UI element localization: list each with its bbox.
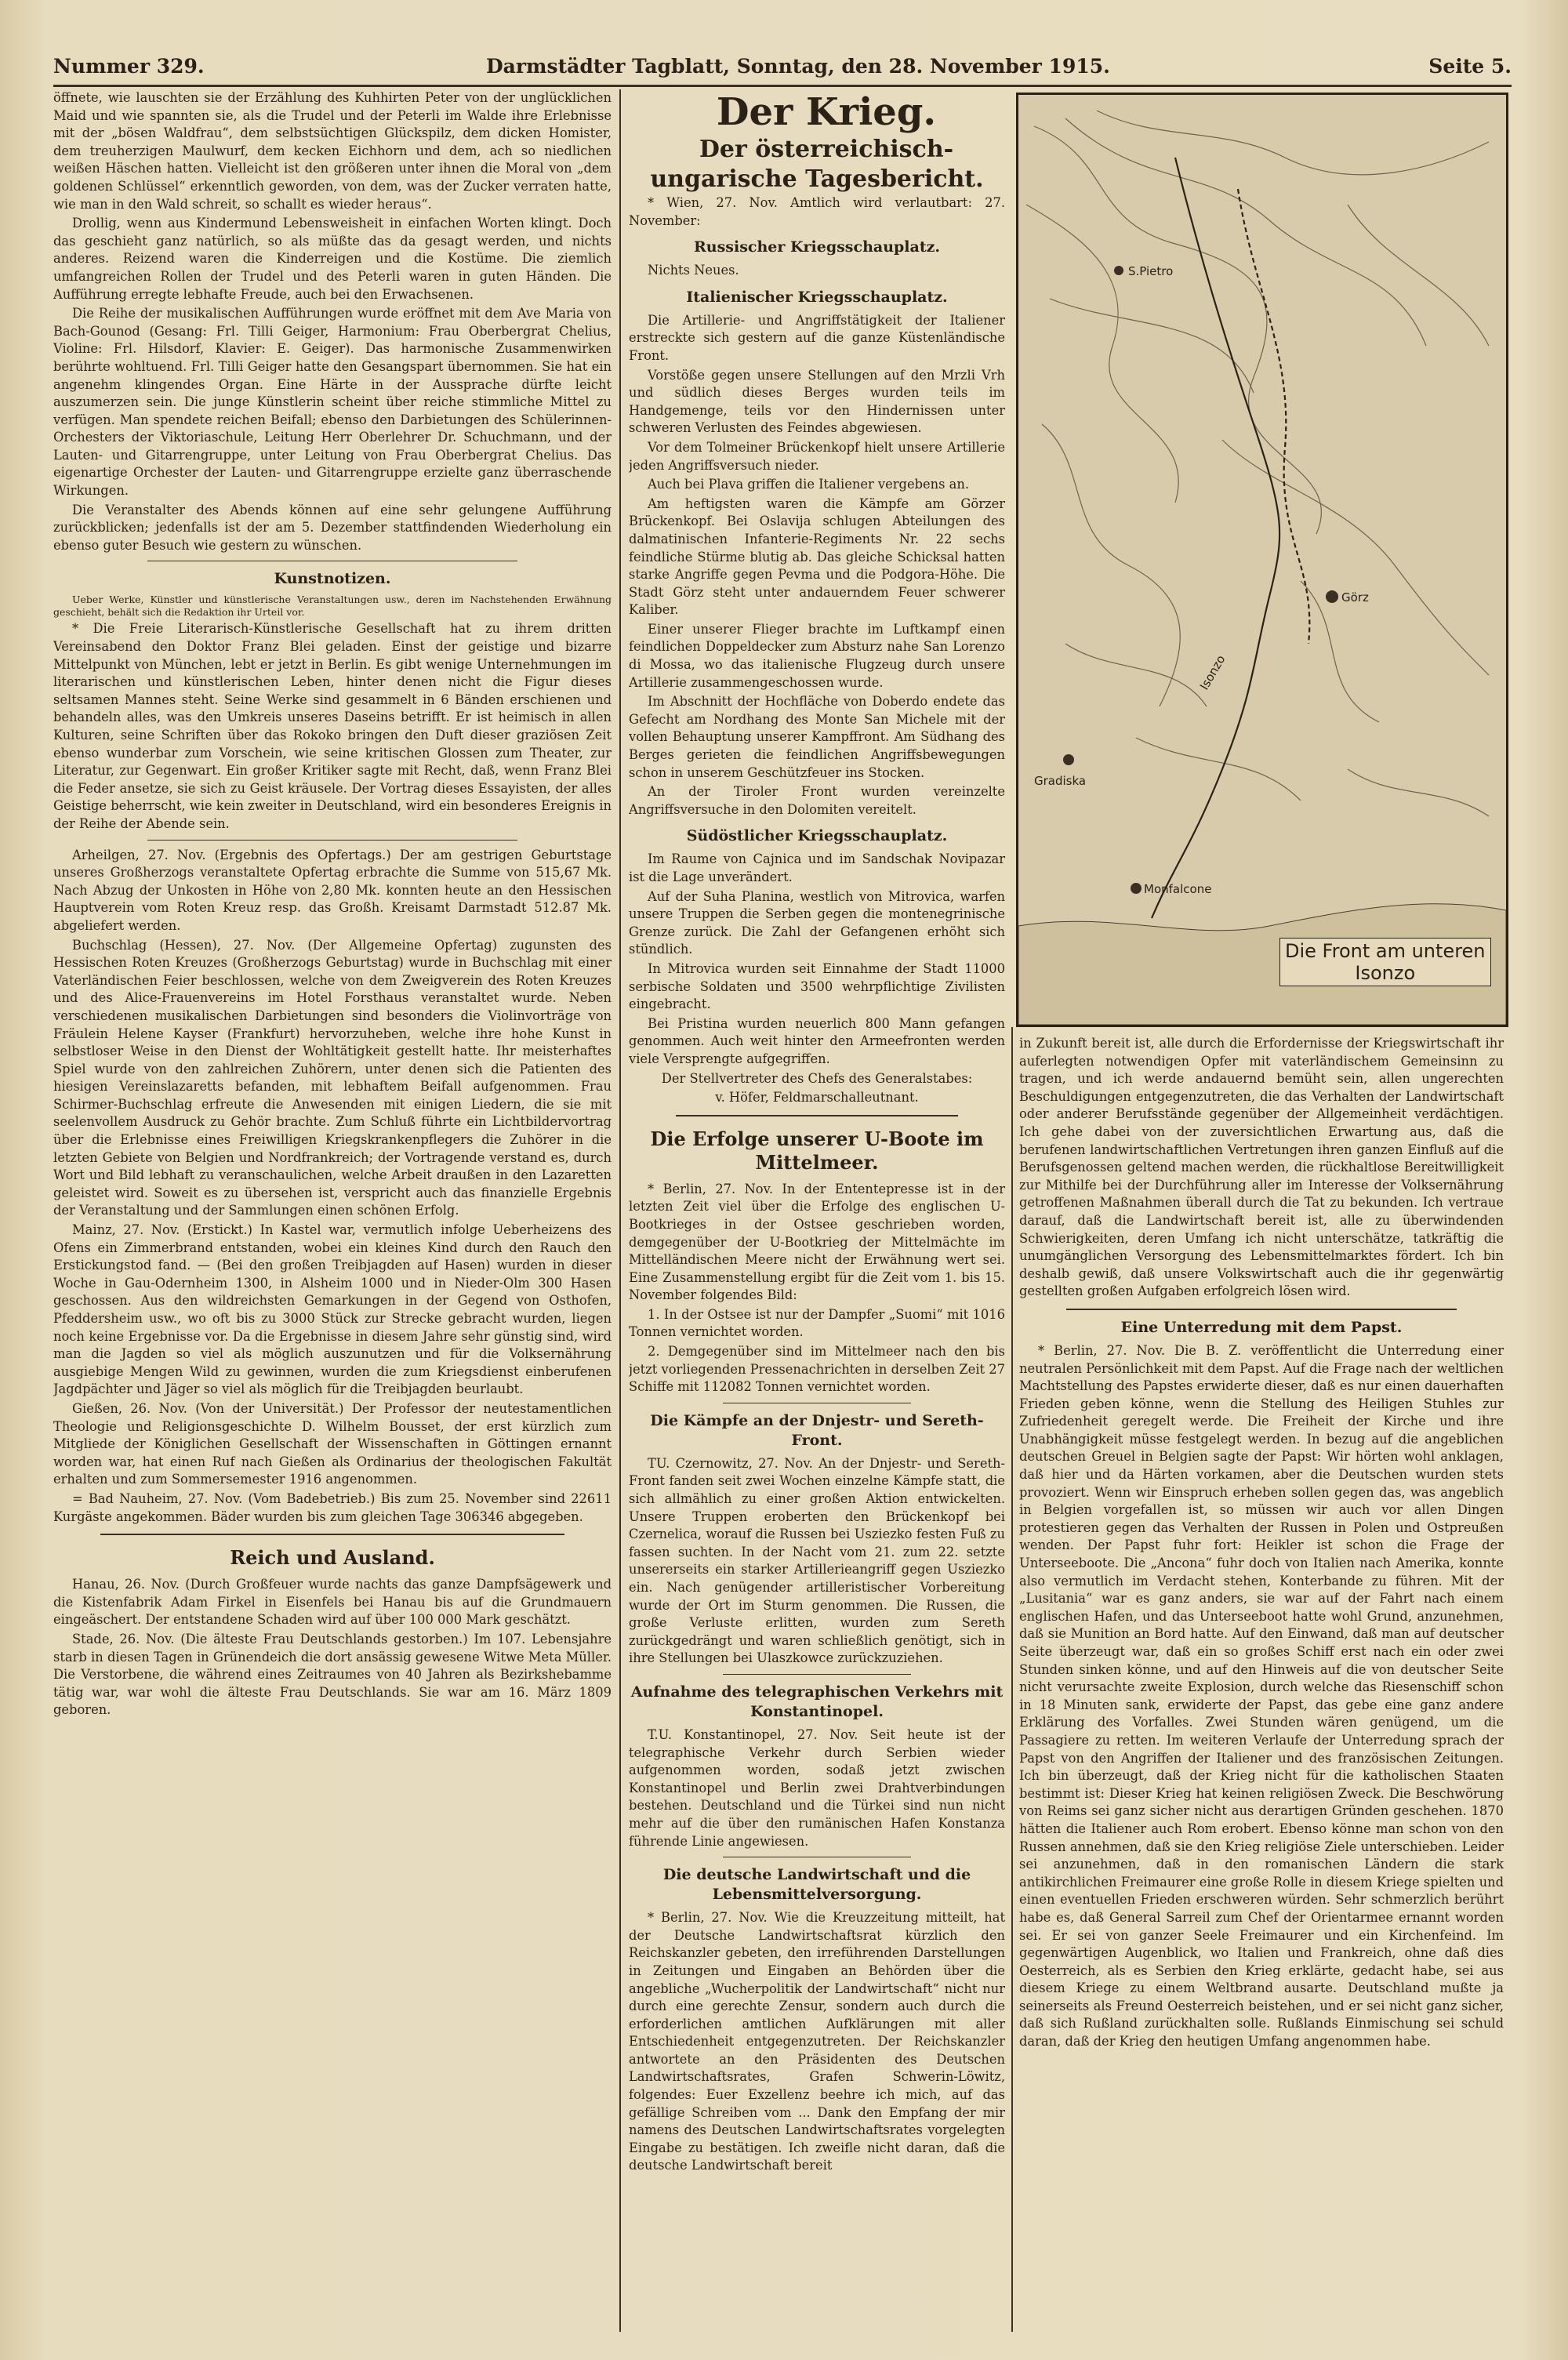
paragraph: Bei Pristina wurden neuerlich 800 Mann gefangen genommen. Auch weit hinter den Armeefronten werden viele Versprengte aufgegriffen. [629, 1015, 1005, 1066]
paragraph: Drollig, wenn aus Kindermund Lebensweisheit in einfachen Worten klingt. Doch das geschieht ganz natürlich, so als müßte das da gesagt werden, und nichts anderes. Reizend waren die Kinderreigen und die Kostüme. Die ziemlich umfangreichen Rollen der Trudel und des Peterli waren in guten Händen. Die Aufführung erregte lebhafte Freude, auch bei den Erwachsenen. [53, 216, 612, 302]
section-heading-uboote: Die Erfolge unserer U-Boote im Mittelmeer. [650, 1127, 984, 1174]
masthead-rule [53, 85, 1512, 87]
map-label: Gradiska [1034, 774, 1087, 788]
column-divider-1 [619, 89, 621, 2332]
map-label: Monfalcone [1144, 882, 1212, 896]
map-caption [1279, 938, 1491, 986]
paragraph: Im Abschnitt der Hochfläche von Doberdo endete das Gefecht am Nordhang des Monte San Michele mit der vollen Behauptung unserer Kampffront. Am Südhang des Berges gerieten die feindlichen Angriffsbewegungen schon in unserem Geschützfeuer ins Stocken. [629, 694, 1005, 780]
divider [676, 1115, 958, 1116]
divider [147, 840, 517, 841]
paragraph: Vorstöße gegen unsere Stellungen auf den Mrzli Vrh und südlich dieses Berges wurden teils im Handgemenge, teils vor den Hindernissen unter schweren Verlusten des Feindes abgewiesen. [629, 367, 1005, 436]
section-heading-telegraph: Aufnahme des telegraphischen Verkehrs mit Konstantinopel. [630, 1683, 1004, 1720]
paragraph: T.U. Konstantinopel, 27. Nov. Seit heute ist der telegraphische Verkehr durch Serbien wieder aufgenommen worden, sodaß jetzt zwischen Konstantinopel und Berlin zwei Drahtverbindungen bestehen. Deutschland und die Türkei sind nun nicht mehr auf die über den rumänischen Hafen Konstanza führende Linie angewiesen. [629, 1726, 1005, 1849]
paragraph: * Wien, 27. Nov. Amtlich wird verlautbart: 27. November: [629, 195, 1005, 228]
paragraph: Arheilgen, 27. Nov. (Ergebnis des Opfertags.) Der am gestrigen Geburtstage unseres Großherzogs veranstaltete Opfertag erbrachte die Summe von 515,67 Mk. Nach Abzug der Unkosten in Höhe von 2,80 Mk. konnten heute an den Hessischen Hauptverein vom Roten Kreuz resp. das Großh. Kreisamt Darmstadt 512.87 Mk. abgeliefert werden. [53, 847, 612, 933]
paragraph: Die Veranstalter des Abends können auf eine sehr gelungene Aufführung zurückblicken; jedenfalls ist der am 5. Dezember stattfindenden Wiederholung ein ebenso guter Besuch wie gestern zu wünschen. [53, 502, 612, 553]
section-heading-reich: Reich und Ausland. [230, 1546, 435, 1570]
paragraph: * Berlin, 27. Nov. Wie die Kreuzzeitung mitteilt, hat der Deutsche Landwirtschaftsrat kürzlich den Reichskanzler gebeten, den irreführenden Darstellungen in Zeitungen und Eingaben an Behörden über die angebliche „Wucherpolitik der Landwirtschaft“ nicht nur durch eine gerechte Zensur, sondern auch durch die erforderlichen amtlichen Aufklärungen mit aller Entschiedenheit entgegenzutreten. Der Reichskanzler antwortete an den Präsidenten des Deutschen Landwirtschaftsrates, Grafen Schwerin-Löwitz, folgendes: Euer Exzellenz beehre ich mich, auf das gefällige Schreiben vom ... Dank den Empfang der mir namens des Deutschen Landwirtschaftsrates vorgelegten Eingabe zu bestätigen. Ich zweifle nicht daran, daß die deutsche Landwirtschaft bereit [629, 1910, 1005, 2173]
section-heading-dnjestr: Die Kämpfe an der Dnjestr- und Sereth-Front. [650, 1411, 984, 1449]
paragraph: öffnete, wie lauschten sie der Erzählung des Kuhhirten Peter von der unglücklichen Maid und wie spannten sie, als die Trudel und der Peterli im Walde ihre Erlebnisse mit der „bösen Waldfrau“, dem selbstsüchtigen Glückspilz, dem dicken Homister, dem treuherzigen Maulwurf, dem kecken Eichhorn und dem, ach so niedlichen weißen Häschen hatten. Vielleicht ist den größeren unter ihnen die Moral von „dem goldenen Schlüssel“ erkenntlich geworden, von dem, was der Zucker verraten hatte, wie man in den Wald schreit, so schallt es wieder heraus“. [53, 90, 612, 212]
paragraph: * Die Freie Literarisch-Künstlerische Gesellschaft hat zu ihrem dritten Vereinsabend den Doktor Franz Blei geladen. Einst der geistige und bizarre Mittelpunkt von München, lebt er jetzt in Berlin. Es gibt wenige Unternehmungen im literarischen und künstlerischen Leben, hinter denen nicht die Figur dieses seltsamen Mannes steht. Seine Werke sind gesammelt in 6 Bänden erschienen und behandeln alles, was den Umkreis unseres Daseins betrifft. Er ist heimisch in allen Kulturen, seine Schriften über das Rokoko bringen den Duft dieser graziösen Zeit ebenso wunderbar zum Vorschein, wie seine kritischen Glossen zum Theater, zur Literatur, zur Gegenwart. Ein großer Kritiker sagte mit Recht, daß, wenn Franz Blei die Feder ansetze, sie sich zu Geist kräusele. Der Vortrag dieses Essayisten, der alles Geistige beherrscht, wie kein zweiter in Deutschland, wird ein besonderes Ereignis in der Reihe der Abende sein. [53, 621, 612, 831]
signature-line-2: v. Höfer, Feldmarschalleutnant. [715, 1090, 919, 1106]
section-heading-papst: Eine Unterredung mit dem Papst. [1120, 1318, 1403, 1336]
section-heading-kunstnotizen: Kunstnotizen. [274, 570, 391, 588]
signature-line-1: Der Stellvertreter des Chefs des Generalstabes: [661, 1070, 973, 1086]
paragraph: Einer unserer Flieger brachte im Luftkampf einen feindlichen Doppeldecker zum Absturz nahe San Lorenzo di Mossa, wo das italienische Flugzeug durch unsere Artillerie zusammengeschossen wurde. [629, 621, 1005, 690]
divider [1066, 1309, 1457, 1310]
paragraph: Hanau, 26. Nov. (Durch Großfeuer wurde nachts das ganze Dampfsägewerk und die Kistenfabrik Adam Firkel in Eisenfels bei Hanau bis auf die Grundmauern eingeäschert. Der entstandene Schaden wird auf über 100 000 Mark geschätzt. [53, 1577, 612, 1628]
paragraph: Im Raume von Cajnica und im Sandschak Novipazar ist die Lage unverändert. [629, 851, 1005, 884]
paragraph: An der Tiroler Front wurden vereinzelte Angriffsversuche in den Dolomiten vereitelt. [629, 784, 1005, 817]
map-graphic [1018, 95, 1506, 1025]
section-heading-russian: Russischer Kriegsschauplatz. [693, 238, 941, 256]
paragraph: * Berlin, 27. Nov. Die B. Z. veröffentlicht die Unterredung einer neutralen Persönlichkeit mit dem Papst. Auf die Frage nach der weltlichen Machtstellung des Papstes erwiderte dieser, daß es nur einen dauerhaften Frieden geben könne, wenn die Stellung des Heiligen Stuhles zur Zufriedenheit geregelt werde. Die Freiheit der Kirche und ihre Unabhängigkeit müsse festgelegt werden. In bezug auf die angeblichen deutschen Greuel in Belgien sagte der Papst: Wir hörten wohl anklagen, daß hier und da Härten vorkamen, aber die Deutschen wurden stets provoziert. Wenn wir Einspruch erheben sollen gegen das, was angeblich in Belgien vorgefallen ist, so müssen wir auch vor allen Dingen protestieren gegen das Verhalten der Russen in Polen und Ostpreußen wenden. Der Papst fuhr fort: Heikler ist schon die Frage der Unterseeboote. Die „Ancona“ fuhr doch von Italien nach Amerika, konnte also vermutlich im Verdacht stehen, Konterbande zu führen. Mit der „Lusitania“ war es ganz anders, sie war auf der Fahrt nach einem englischen Hafen, und das Unterseeboot hatte wohl Grund, anzunehmen, daß sie Munition an Bord hatte. Auf den Einwand, daß man auf deutscher Seite überzeugt war, daß ein so großes Schiff erst nach ein oder zwei Stunden sinken könne, und auf den Hinweis auf die von deutscher Seite nicht verursachte zweite Explosion, durch welche das Riesenschiff schon in 18 Minuten sank, erwiderte der Papst, das gebe eine ganz andere Erklärung des Vorfalles. Zwei Stunden wären genügend, um die Passagiere zu retten. Im weiteren Verlaufe der Unterredung sprach der Papst von den Angriffen der Italiener und des französischen Zeitungen. Ich bin überzeugt, daß der Krieg nicht für die katholischen Staaten bestimmt ist: Dieser Krieg hat keinen religiösen Zweck. Die Beschwörung von Reims sei ganz sicher nicht aus derartigen Gründen geschehen. 1870 hätten die Italiener auch Rom erobert. Ebenso könne man schon von den Russen annehmen, daß sie den Krieg religiöse Ziele unterschieben. Leider sei anzunehmen, daß in den romanischen Ländern die stark antikirchlichen Freimaurer eine große Rolle in diesem Kriege spielten und einen eventuellen Frieden erschweren würden. Sehr schmerzlich berührt habe es, daß General Sarreil zum Chef der Orientarmee ernannt worden sei. Er sei von ganzer Seele Freimaurer und ein Kirchenfeind. Im gegenwärtigen Augenblick, wo Italien und Frankreich, ohne daß dies Oesterreich, als es Serbien den Krieg erklärte, gedacht habe, sei aus diesem Kriege zu einem Weltbrand ausarte. Deutschland mußte ja seinerseits als Freund Oesterreich beistehen, und er sei nicht ganz sicher, daß sich Rußland zurückhalten solle. Rußlands Einmischung sei schuld daran, daß der Krieg den heutigen Umfang angenommen habe. [1019, 1342, 1504, 2050]
map-caption-line-2: Isonzo [1355, 962, 1416, 984]
paper-title-date: Darmstädter Tagblatt, Sonntag, den 28. November 1915. [486, 55, 1110, 78]
map-caption-line-1: Die Front am unteren [1285, 940, 1486, 962]
paragraph: 1. In der Ostsee ist nur der Dampfer „Suomi“ mit 1016 Tonnen vernichtet worden. [629, 1306, 1005, 1340]
page-number: Seite 5. [1428, 55, 1512, 78]
masthead [53, 49, 1512, 83]
column-divider-2 [1011, 1027, 1013, 2332]
paragraph: Auch bei Plava griffen die Italiener vergebens an. [648, 477, 970, 492]
column-left [53, 89, 612, 2332]
headline-krieg: Der Krieg. [716, 90, 937, 134]
map-label: Isonzo [1196, 652, 1229, 692]
column-middle [629, 89, 1005, 2332]
paragraph: Am heftigsten waren die Kämpfe am Görzer Brückenkopf. Bei Oslavija schlugen Abteilungen des dalmatinischen Infanterie-Regiments Nr. 22 sechs feindliche Stürme blutig ab. Das gleiche Schicksal hatten starke Angriffe gegen Pevma und die Podgora-Höhe. Die Stadt Görz steht unter andauerndem Feuer schwerer Kaliber. [629, 496, 1005, 618]
map-label: Görz [1341, 590, 1369, 605]
paragraph: Auf der Suha Planina, westlich von Mitrovica, warfen unsere Truppen die Serben gegen die montenegrinische Grenze zurück. Die Zahl der Gefangenen erhöht sich stündlich. [629, 888, 1005, 957]
section-heading-italian: Italienischer Kriegsschauplatz. [686, 288, 948, 306]
divider [100, 1534, 564, 1535]
paragraph: In Mitrovica wurden seit Einnahme der Stadt 11000 serbische Soldaten und 3500 wehrpflichtige Zivilisten eingebracht. [629, 960, 1005, 1012]
paragraph: Nichts Neues. [648, 263, 739, 278]
paragraph: 2. Demgegenüber sind im Mittelmeer nach den bis jetzt vorliegenden Pressenachrichten in derselben Zeit 27 Schiffe mit 112082 Tonnen vernichtet worden. [629, 1344, 1005, 1395]
paragraph: Stade, 26. Nov. (Die älteste Frau Deutschlands gestorben.) Im 107. Lebensjahre starb in diesen Tagen in Grünendeich die dort ansässig gewesene Witwe Meta Müller. Die Verstorbene, die während eines Zeitraumes von 40 Jahren als Bezirkshebamme tätig war, war wohl die älteste Frau Deutschlands. Sie war am 16. März 1809 geboren. [53, 1631, 612, 1718]
paragraph: Mainz, 27. Nov. (Erstickt.) In Kastel war, vermutlich infolge Ueberheizens des Ofens ein Zimmerbrand entstanden, wobei ein kleines Kind durch den Rauch den Erstickungstod fand. — (Bei den großen Treibjagden auf Hasen) wurden in dieser Woche in Gau-Odernheim 1300, in Alsheim 1000 und in Nieder-Olm 300 Hasen geschossen. Aus den wildreichsten Gemarkungen in der Gegend von Osthofen, Pfeddersheim usw., wo oft bis zu 3000 Stück zur Strecke gebracht wurden, liegen noch keine Ergebnisse vor. Da die Ergebnisse in diesem Jahre sehr günstig sind, wird man die Jagden so viel als möglich auszunutzen und für die Volksernährung ausgiebige Mengen Wild zu gewinnen, wurden die zum Kriegsdienst einberufenen Jagdpächter und Jäger so viel als möglich für die Treibjagden beurlaubt. [53, 1222, 612, 1397]
paragraph: in Zukunft bereit ist, alle durch die Erfordernisse der Kriegswirtschaft ihr auferlegten notwendigen Opfer mit vaterländischem Gemeinsinn zu tragen, und ich werde andauernd bemüht sein, allen ungerechten Beschuldigungen entgegenzutreten, die das Verhalten der Landwirtschaft oder anderer Berufsstände gegenüber der Allgemeinheit verdächtigen. Ich gehe dabei von der zuversichtlichen Erwartung aus, daß die berufenen landwirtschaftlichen Vertretungen ihren ganzen Einfluß auf die Berufsgenossen geltend machen werden, die rückhaltlose Bereitwilligkeit zur Mithilfe bei der Durchführung aller im Interesse der Volksernährung getroffenen Maßnahmen überall durch die Tat zu bekunden. Ich vertraue darauf, daß die Landwirtschaft bereit ist, alle zu überwindenden Schwierigkeiten, deren Umfang ich nicht unterschätze, tatkräftig die unumgänglichen Versorgung des Lebensmittelmarktes fördert. Ich bin deshalb gewiß, daß unsere Volkswirtschaft auch die ihr gegenwärtig gestellten großen Aufgaben erfolgreich lösen wird. [1019, 1036, 1504, 1299]
section-heading-landwirtschaft: Die deutsche Landwirtschaft und die Lebensmittelversorgung. [662, 1866, 971, 1904]
headline-tagesbericht: Der österreichisch-ungarische Tagesbericht. [650, 136, 984, 193]
paragraph: Gießen, 26. Nov. (Von der Universität.) Der Professor der neutestamentlichen Theologie und Religionsgeschichte D. Wilhelm Bousset, der erst kürzlich zum Mitgliede der Königlichen Gesellschaft der Wissenschaften in Göttingen ernannt worden war, hat einen Ruf nach Gießen als Ordinarius der theologischen Fakultät erhalten und zum Sommersemester 1916 angenommen. [53, 1400, 612, 1487]
map-label: S.Pietro [1128, 264, 1174, 278]
front-map [1016, 93, 1508, 1027]
paragraph: * Berlin, 27. Nov. In der Ententepresse ist in der letzten Zeit viel über die Erfolge des englischen U-Bootkrieges in der Ostsee geschrieben worden, demgegenüber der U-Bootkrieg der Mittelmächte im Mittelländischen Meere nicht der Erwähnung wert sei. Eine Zusammenstellung ergibt für die Zeit vom 1. bis 15. November folgendes Bild: [629, 1181, 1005, 1303]
paragraph: Vor dem Tolmeiner Brückenkopf hielt unsere Artillerie jeden Angriffsversuch nieder. [629, 439, 1005, 473]
section-heading-southeast: Südöstlicher Kriegsschauplatz. [686, 827, 948, 845]
divider [723, 1674, 911, 1675]
editorial-note: Ueber Werke, Künstler und künstlerische Veranstaltungen usw., deren im Nachstehenden Erwähnung geschieht, behält sich die Redaktion ihr Urteil vor. [53, 594, 612, 619]
paragraph: Die Artillerie- und Angriffstätigkeit der Italiener erstreckte sich gestern auf die ganze Küstenländische Front. [629, 312, 1005, 363]
paragraph: Die Reihe der musikalischen Aufführungen wurde eröffnet mit dem Ave Maria von Bach-Gounod (Gesang: Frl. Tilli Geiger, Harmonium: Frau Oberbergrat Chelius, Violine: Frl. Hilsdorf, Klavier: E. Geiger). Das harmonische Zusammenwirken berührte wohltuend. Frl. Tilli Geiger hatte den Gesangspart übernommen. Sie hat ein angenehm klingendes Organ. Eine Härte in der Aussprache dürfte leicht auszumerzen sein. Die junge Künstlerin scheint über reiche stimmliche Mittel zu verfügen. Man spendete reichen Beifall; ebenso den Darbietungen des Schülerinnen-Orchesters der Viktoriaschule, Leitung Herr Oberlehrer Dr. Schuchmann, und der Lauten- und Gitarrengruppe, unter Leitung von Frau Oberbergrat Chelius. Das eigenartige Orchester der Lauten- und Gitarrengruppe erzielte ganz überraschende Wirkungen. [53, 306, 612, 499]
issue-number: Nummer 329. [53, 55, 205, 78]
paragraph: TU. Czernowitz, 27. Nov. An der Dnjestr- und Sereth-Front fanden seit zwei Wochen einzelne Kämpfe statt, die sich allmählich zu einer großen Aktion entwickelten. Unsere Truppen eroberten den Brückenkopf bei Czernelica, worauf die Russen bei Usziezko festen Fuß zu fassen suchten. In der Nacht vom 21. zum 22. setzte unsererseits ein starker Artillerieangriff gegen Usziezko ein. Nach genügender artilleristischer Vorbereitung wurde der Ort im Sturm genommen. Die Russen, die große Verluste erlitten, wurden zum Sereth zurückgedrängt und waren schließlich genötigt, sich in ihre Stellungen bei Ulaszkowce zurückzuziehen. [629, 1455, 1005, 1666]
paragraph: = Bad Nauheim, 27. Nov. (Vom Badebetrieb.) Bis zum 25. November sind 22611 Kurgäste angekommen. Bäder wurden bis zum gleichen Tage 306346 abgegeben. [53, 1490, 612, 1524]
paragraph: Buchschlag (Hessen), 27. Nov. (Der Allgemeine Opfertag) zugunsten des Hessischen Roten Kreuzes (Großherzogs Geburtstag) wurde in Buchschlag mit einer Vaterländischen Feier beschlossen, welche von dem Zweigverein des Roten Kreuzes und des Alice-Frauenvereins im Hotel Forsthaus veranstaltet wurde. Neben verschiedenen musikalischen Darbietungen sind besonders die Violinvorträge von Fräulein Helene Kayser (Frankfurt) hervorzuheben, welche ihre hohe Kunst in selbstloser Weise in den Dienst der Wohltätigkeit gestellt hatte. Ihr meisterhaftes Spiel wurde von den zahlreichen Zuhörern, unter denen sich die Patienten des hiesigen Vereinslazaretts befanden, mit lebhaftem Beifall aufgenommen. Frau Schirmer-Buchschlag erfreute die Anwesenden mit einigen Liedern, die sie mit seelenvollem Ausdruck zu Gehör brachte. Zum Schluß führte ein Lichtbildervortrag über die Erlebnisse eines Freiwilligen Kriegskrankenpflegers die Zuhörer in die letzten Gebiete von Belgien und Nordfrankreich; der Vortragende verstand es, durch Wort und Bild lebhaft zu veranschaulichen, welche Arbeit draußen in den Lazaretten geleistet wird. Soweit es zu übersehen ist, verspricht auch das finanzielle Ergebnis der Veranstaltung und der Sammlungen einen schönen Erfolg. [53, 937, 612, 1218]
column-right [1019, 1035, 1504, 2332]
